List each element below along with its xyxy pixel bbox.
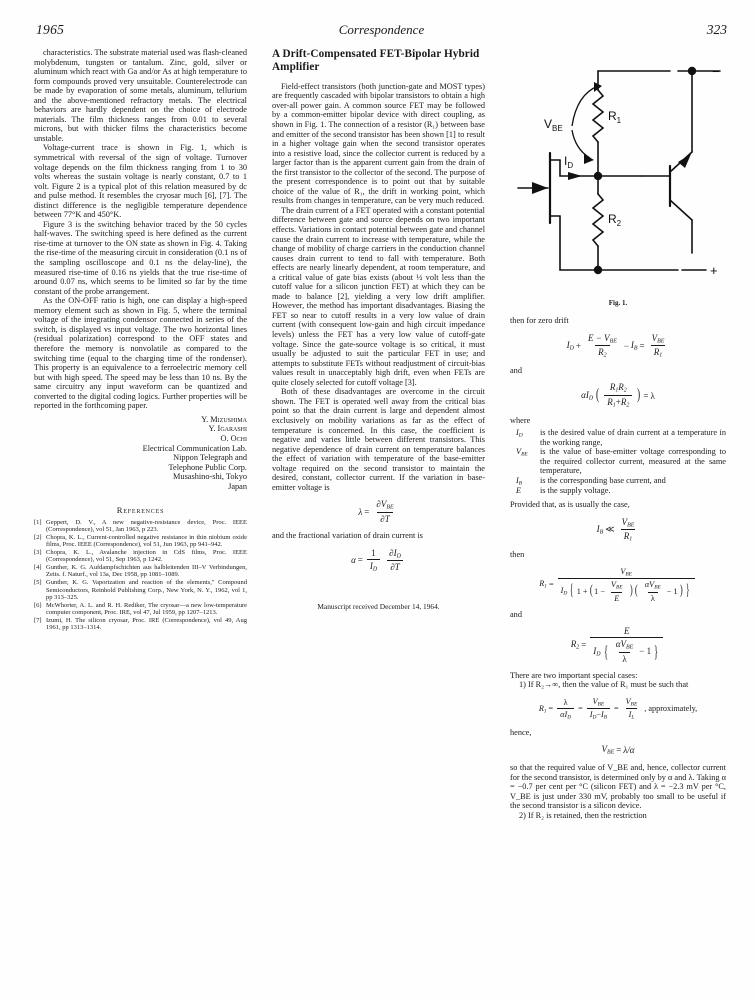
reference-text: Gunther, K. G. Vaporization and reaction of the elements," Compound Semiconductors, Reinhold Publishing Corp., New York, N. Y., 1962, vol 1, pp 313–325. (46, 579, 247, 601)
eq-annotation: , approximately, (644, 704, 698, 714)
three-column-body (34, 48, 724, 988)
eq-denominator-sub: D (592, 714, 597, 721)
paren-close: ) (629, 583, 633, 599)
equation-numerator-sub: BE (386, 504, 394, 511)
eq-term-sub: 1 (544, 583, 547, 590)
junction-dot-top (688, 67, 696, 75)
affiliation-line: Musashino-shi, Tokyo (173, 472, 247, 482)
equation-denominator: I (369, 560, 373, 571)
eq-relation: = (643, 390, 649, 401)
eq-numerator: λ (563, 697, 568, 707)
eq-relation: = (614, 704, 619, 714)
reference-item (34, 564, 247, 579)
reference-item (34, 534, 247, 549)
affiliation-line: Electrical Communication Lab. (142, 443, 247, 453)
equation-relation: = (364, 506, 370, 517)
eq-term: I (630, 339, 634, 350)
eq-relation: = (639, 340, 645, 351)
eq-denominator: R (607, 397, 613, 408)
paragraph: Figure 3 is the switching behavior traced by the 50 cycles half-waves. The switching speed is here defined as the current rise-time at turnover to the ON state as shown in Fig. 4. Taking the rise-time of the measuring circuit in consideration (0.1 ns of the sampling oscilloscope and 0.1 ns the delay-line), the measured rise-time of 0.16 ns yields that the true rise-time of around 0.07 ns, which seems to be limited so far by the time constant of the probe arrangement. (34, 219, 247, 296)
figure-label-minus: − (712, 64, 720, 79)
eq-numerator-sub: BE (627, 522, 635, 529)
paragraph: Provided that, as is usually the case, (510, 500, 630, 510)
eq-denominator: E (611, 592, 622, 603)
eq-denominator: αI (560, 709, 568, 719)
reference-item (34, 519, 247, 534)
paragraph: Voltage-current trace is shown in Fig. 1, which is symmetrical with reversal of the sign of voltage. Turnover voltage depends on the film thickness ranging from 1 to 30 volts whereas the sustain voltage is nearly constant, 0.7 to 1 volt. Figure 2 is a typical plot of this relation measured by dc and pulse method. It resembles the cryosar much [6], [7]. The distinct difference is the negligible temperature dependence between 77°K and 450°K. (34, 143, 247, 220)
definition-row (510, 486, 726, 496)
eq-relation: = (549, 580, 554, 589)
eq-denominator: I (560, 586, 564, 595)
reference-text: Chopra, K. L., Avalanche injection in CdS films, Proc. IEEE (Correspondence), vol 51, Sep 1963, p 1242. (46, 548, 247, 564)
equation-alpha (272, 548, 485, 573)
bjt-emitter-lead (670, 200, 692, 220)
eq-term: R (539, 579, 545, 589)
equation-lhs: λ (358, 506, 363, 517)
junction-dot-mid (594, 172, 602, 180)
eq-operand: 1 − (594, 586, 605, 596)
equation-alpha-id (510, 382, 726, 408)
resistor-r1-symbol (593, 90, 603, 142)
eq-numerator-sub: 1 (615, 388, 619, 395)
paragraph: hence, (510, 727, 532, 737)
paragraph: and the fractional variation of drain current is (272, 530, 423, 540)
column-left (34, 48, 247, 632)
author-signature-block (34, 415, 247, 492)
definition-row (510, 447, 726, 476)
eq-denominator: I (593, 645, 597, 656)
equation-denominator: ∂T (377, 512, 392, 524)
equation-numerator: 1 (371, 547, 376, 558)
eq-relation: ≪ (605, 524, 615, 535)
eq-numerator: V (651, 332, 658, 343)
reference-item (34, 579, 247, 601)
eq-term: I (596, 523, 600, 534)
paragraph: The drain current of a FET operated with a constant potential difference between gate and source depends on two important effects. Variations in contact potential between gate and channel cause the drain current to increase with temperature, while the change of mobility of charge carriers in the conduction channel causes drain current to tend to fall with temperature. Both effects are nearly linearly dependent, at room temperature, and a critical value of gate bias exists (about ½ volt less than the cutoff value for a silicon junction FET) at which they can be made to balance [2], yielding a very low drift amplifier. However, the method has important disadvantages. Biasing the FET so near to cutoff results in a very low value of drain current (with consequent low-gain and high circuit impedance levels) unless the FET has a very low value of cutoff-gate voltage. Since the gate-source voltage is so critical, it must usually be adjusted to suit the particular FET in use; and attempts to substitute FETs without readjustment of circuit-bias values result in unacceptably high drift, even when FETs are quite closely selected for cutoff voltage [3]. (272, 205, 485, 387)
paragraph: 2) If R₂ is retained, then the restriction (519, 810, 647, 820)
definition-text: is the value of base-emitter voltage corresponding to the required collector current, measured at the same temperature, (540, 447, 726, 476)
equation-r1 (510, 567, 726, 603)
eq-denominator-sub: 2 (603, 352, 607, 359)
eq-denominator: I (628, 710, 632, 720)
symbol-definition-list (510, 428, 726, 495)
definition-symbol: $I_B$ (516, 476, 523, 487)
reference-number: [7] (34, 616, 42, 624)
eq-denominator: I (600, 710, 604, 720)
vbe-arrowhead-lower (584, 154, 594, 164)
eq-term: I (566, 339, 570, 350)
article-title: A Drift-Compensated FET-Bipolar Hybrid Amplifier (272, 48, 480, 74)
eq-numerator: V (592, 696, 598, 706)
paragraph: then for zero drift (510, 316, 569, 325)
reference-number: [6] (34, 601, 42, 609)
reference-text: Gunther, K. G. Aufdampfschichten aus halbleitenden III–V Verbindungen, Zeits. f. Naturf., vol 13a, Dec 1958, pp 1081–1089. (46, 564, 247, 579)
eq-numerator: E − V (587, 332, 610, 343)
paragraph: As the ON-OFF ratio is high, one can display a high-speed memory element such as shown in Fig. 5, where the terminal voltage of the integrating condensor connected in series of the switch, is displayed vs input voltage. The two horizontal lines (residual polarization) correspond to the OFF states and therefore the memory is nonvolatile as compared to the switching time (equal to the charging time of the rondenser). This property is an equivalence to a ferroelectric memory cell but with high speed. The speed may be less than 10 ns. By the same circuitry any input waveform can be quantized and converted to the digital coding logics. Further properties will be reported in the forthcoming paper. (34, 296, 247, 411)
eq-numerator-sub: BE (625, 644, 634, 651)
eq-numerator: αV (644, 580, 655, 589)
eq-operator: + (615, 397, 621, 408)
eq-relation: = (578, 704, 583, 714)
eq-numerator: V (621, 516, 628, 527)
definition-symbol: $I_D$ (516, 428, 523, 439)
eq-term-sub: B (599, 529, 604, 536)
reference-number: [1] (34, 518, 42, 526)
running-head-title: Correspondence (338, 22, 425, 37)
paragraph: Field-effect transistors (both junction-gate and MOST types) are frequently cascaded with bipolar transistors to obtain a high over-all power gain. A common source FET may be followed by a common-emitter bipolar device with direct coupling, as shown in Fig. 1. The connection of a resistor (R₁) between base and emitter of the second transistor has been shown [1] to result in a higher voltage gain when the second transistor operates into a resistive load, since the collector current is reduced by a larger factor than is the apparent current gain from the drain of the first transistor to the collector of the second. The purpose of the present correspondence is to point out that by suitable choice of the value of R₁, the drift in working point, which results from changes in temperature, can be very much reduced. (272, 81, 485, 206)
resistor-r2-symbol (593, 194, 603, 246)
equation-denominator: ∂T (387, 560, 402, 572)
definition-text: is the desired value of drain current at a temperature in the working range, (540, 428, 726, 447)
brace-close: } (654, 641, 659, 661)
definition-text: is the supply voltage. (540, 485, 611, 495)
definition-row (510, 428, 726, 447)
equation-zero-drift (510, 333, 726, 359)
references-heading: References (116, 504, 165, 515)
eq-denominator-sub: L (631, 714, 635, 721)
affiliation-line: Nippon Telegraph and (173, 453, 247, 463)
affiliation-line: Japan (228, 481, 247, 491)
reference-text: Geppert, D. V., A new negative-resistance device, Proc. IEEE (Correspondence), vol 51, Jan 1963, p 223. (46, 518, 247, 533)
reference-text: Chopra, K. L., Current-controlled negative resistance in thin niobium oxide films, Proc. IEEE (Correspondence), vol 51, Jun 1963, pp 941–942. (46, 533, 247, 549)
reference-number: [2] (34, 533, 42, 541)
definition-row (510, 476, 726, 486)
eq-denominator: R (598, 347, 604, 358)
equation-r1-special-case (510, 697, 726, 721)
eq-operator: + (575, 340, 581, 351)
equation-lambda (272, 499, 485, 524)
figure-label-id: $I_D$ (564, 154, 574, 170)
eq-numerator: R (618, 382, 624, 393)
eq-operand: − 1 (639, 646, 652, 657)
figure-label-r1: $R_1$ (608, 109, 622, 125)
eq-denominator-sub: 2 (626, 402, 630, 409)
eq-relation: = (581, 639, 587, 650)
eq-denominator-sub: D (567, 714, 572, 721)
brace-close: } (686, 582, 690, 600)
equation-vbe-result (510, 744, 726, 756)
eq-relation: = (548, 704, 554, 714)
equation-relation: = (357, 554, 363, 565)
paragraph: There are two important special cases: (510, 670, 638, 680)
reference-number: [4] (34, 564, 42, 572)
eq-term: V (601, 744, 608, 755)
reference-text: McWhorter, A. L. and R. H. Rediker, The cryosar—a new low-temperature computer component, Proc. IRE, vol 47, Jul 1959, pp 1207–1213. (46, 601, 247, 617)
eq-term-sub: BE (607, 750, 615, 756)
paren-close: ) (679, 583, 683, 599)
eq-term: αI (581, 389, 589, 400)
circuit-diagram-svg (510, 48, 726, 298)
eq-numerator: V (620, 566, 626, 576)
eq-denominator: λ (648, 592, 658, 603)
eq-operator: − (596, 710, 601, 720)
eq-denominator: R (620, 397, 627, 408)
paragraph: Both of these disadvantages are overcome in the circuit shown. The FET is operated well away from the critical bias point so that the drain current is large and dependent almost exclusively on mobility variations as far as the effect of temperature is concerned. In this case, the coefficient is negative and varies little between different transistors. This negative dependence of drain current on temperature balances the effect of variation with temperature of the base-emitter voltage required on the second transistor to maintain the desired, constant, collector current. If the variation in base-emitter voltage is (272, 387, 485, 492)
page-number: 323 (706, 22, 727, 37)
equation-lhs: α (351, 554, 356, 565)
eq-operator: − (623, 340, 629, 351)
eq-denominator-sub: 1 (629, 536, 633, 543)
figure-caption: Fig. 1. (608, 299, 628, 307)
paren-close: ) (637, 386, 641, 404)
eq-denominator-sub: 1 (612, 402, 616, 409)
eq-numerator-sub: BE (654, 584, 661, 591)
eq-numerator: αV (615, 639, 626, 650)
junction-dot-bottom (594, 266, 602, 274)
eq-term: R (570, 639, 577, 650)
paragraph: then (510, 549, 525, 559)
eq-rhs: λ/α (623, 745, 635, 756)
vbe-arc-lower (572, 130, 590, 158)
eq-denominator-sub: 1 (659, 352, 663, 359)
eq-numerator: V (625, 696, 631, 706)
author-name: Y. Mizushima (201, 414, 247, 424)
manuscript-received-note: Manuscript received December 14, 1964. (317, 602, 440, 612)
brace-open: { (603, 641, 608, 661)
eq-term-sub: 2 (576, 644, 580, 651)
column-middle (272, 48, 485, 611)
eq-numerator-sub: BE (625, 571, 632, 577)
paragraph: 1) If R₂→∞, then the value of R₁ must be such that (519, 680, 689, 690)
eq-denominator: R (653, 347, 660, 358)
eq-numerator-sub: BE (657, 338, 665, 345)
paren-open: ( (596, 386, 600, 404)
paragraph: characteristics. The substrate material used was flash-cleaned molybdenum, tungsten or tantalum. Zinc, gold, silver or aluminum which react with Ga and/or As at high temperature to form compounds proved very unsuitable. Counterelectrode can be made by evaporation of some metals, aluminum, tellurium and the above-mentioned refractory metals. The electrical behaviors are hardly dependent on the choice of electrode materials. The film thickness ranges from 0.01 to several microns, but with thicker films the characteristics become unstable. (34, 48, 247, 143)
eq-term: R (538, 703, 544, 713)
paragraph: and (510, 365, 522, 375)
running-head (36, 22, 727, 42)
eq-term-sub: D (588, 395, 594, 402)
current-arrowhead-id (568, 172, 582, 180)
column-right (510, 48, 726, 820)
equation-r2 (510, 626, 726, 664)
equation-denominator-sub: D (372, 566, 378, 573)
eq-operand: 1 + (576, 586, 588, 596)
eq-rhs: λ (650, 390, 655, 401)
figure-circuit-schematic (510, 48, 726, 310)
brace-open: { (570, 582, 574, 600)
paragraph: where (510, 415, 531, 425)
reference-item (34, 602, 247, 617)
eq-denominator: I (589, 710, 593, 720)
definition-symbol: $V_{BE}$ (516, 447, 528, 458)
equation-ib-condition (510, 517, 726, 543)
definition-symbol: E (516, 485, 522, 495)
eq-numerator-sub: 2 (623, 388, 627, 395)
reference-number: [3] (34, 548, 42, 556)
eq-numerator-sub: BE (597, 701, 605, 708)
figure-label-plus: + (710, 263, 718, 278)
paren-open: ( (589, 583, 593, 599)
eq-denominator-sub: D (596, 651, 601, 658)
eq-numerator: R (609, 382, 616, 393)
affiliation-line: Telephone Public Corp. (168, 462, 247, 472)
eq-numerator: V (610, 580, 616, 589)
reference-item (34, 549, 247, 564)
fet-gate-arrowhead (532, 182, 548, 194)
author-name: Y. Igarashi (208, 424, 247, 434)
eq-numerator-sub: BE (615, 584, 623, 591)
eq-numerator-sub: BE (630, 701, 638, 708)
eq-denominator-sub: D (563, 590, 568, 597)
eq-term-sub: B (633, 345, 638, 352)
bjt-arrowhead (678, 154, 691, 168)
eq-denominator-sub: B (603, 714, 608, 721)
author-name: O. Ochi (220, 433, 247, 443)
eq-numerator: E (624, 626, 630, 637)
eq-denominator: R (623, 531, 630, 542)
eq-denominator: λ (619, 652, 629, 664)
eq-operand: − 1 (666, 586, 678, 596)
equation-numerator: ∂V (376, 499, 387, 510)
eq-relation: = (616, 745, 622, 756)
paragraph: so that the required value of V_BE and, hence, collector current for the second transistor, is determined only by α and λ. Taking α = −0.7 per cent per °C (silicon FET) and λ = −2.3 mV per °C, V_BE is just under 330 mV, probably too small to be useful if the second transistor is a silicon device. (510, 763, 726, 811)
reference-text: Izumi, H. The silicon cryosar, Proc. IRE (Correspondence), vol 49, Aug 1961, pp 1313–1314. (46, 616, 247, 632)
equation-numerator: ∂I (389, 547, 397, 558)
figure-label-r2: $R_2$ (608, 212, 622, 228)
eq-term-sub: 1 (543, 708, 547, 715)
reference-number: [5] (34, 579, 42, 587)
equation-numerator-sub: D (396, 553, 401, 560)
running-head-year: 1965 (36, 22, 65, 37)
figure-label-vbe: $V_{BE}$ (544, 117, 563, 133)
paren-open: ( (635, 583, 638, 599)
paragraph: and (510, 609, 522, 619)
definition-text: is the corresponding base current, and (540, 476, 666, 485)
eq-term-sub: D (569, 345, 574, 352)
eq-numerator-sub: BE (609, 338, 617, 345)
reference-item (34, 617, 247, 632)
